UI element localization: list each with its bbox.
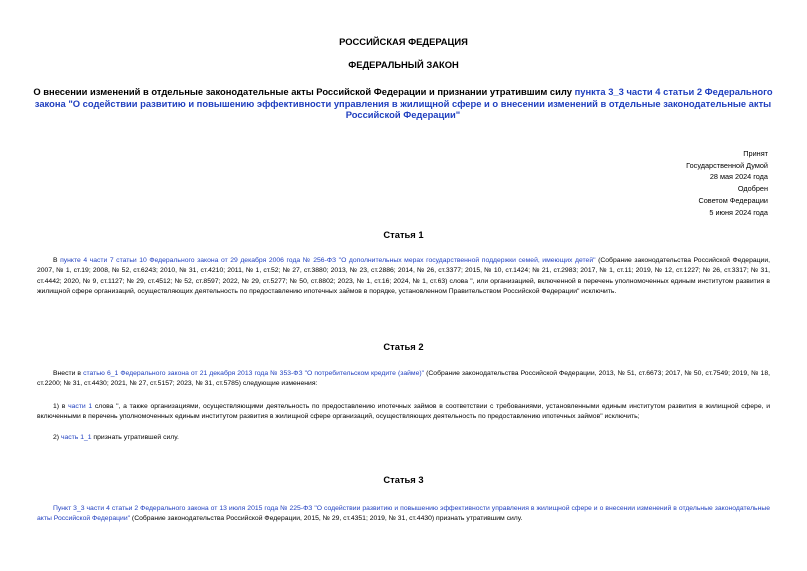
- article-3-heading: Статья 3: [383, 474, 424, 485]
- law-title-link[interactable]: пункта 3_3 части 4 статьи 2 Федерального закона "О содействии развитию и повышению эффективности управления в жилищной сфере и о внесении изменений в отдельные законодательные акты Российской Федерации": [34, 86, 773, 120]
- adoption-line: Советом Федерации: [698, 195, 768, 205]
- adoption-line: Одобрен: [737, 184, 768, 194]
- adoption-block: [686, 148, 768, 218]
- adoption-line: 5 июня 2024 года: [709, 207, 768, 217]
- article-2-item-2: [37, 433, 770, 443]
- article-1-heading: Статья 1: [383, 229, 424, 240]
- article-2-item-1: [37, 402, 770, 423]
- item-2-text: признать утратившей силу.: [91, 434, 179, 441]
- article-2-link[interactable]: статью 6_1 Федерального закона от 21 декабря 2013 года № 353-ФЗ "О потребительском кредите (займе)": [83, 370, 425, 377]
- article-2-paragraph: [37, 369, 770, 390]
- law-title-text: О внесении изменений в отдельные законодательные акты Российской Федерации и признании утратившим силу: [33, 86, 575, 97]
- article-1-paragraph: [37, 256, 770, 297]
- item-1-lead: 1) в: [53, 403, 69, 410]
- item-2-lead: 2): [53, 434, 61, 441]
- article-2-text: (Собрание законодательства Российской Федерации, 2013, № 51, ст.6673; 2017, № 50, ст.7549; 2019, № 18, ст.2200; № 31, ст.4430; 2021, № 27, ст.5157; 2023, № 31, ст.5785) следующие изменения:: [37, 370, 771, 388]
- article-3-text: (Собрание законодательства Российской Федерации, 2015, № 29, ст.4351; 2019, № 31, ст.4430) признать утратившим силу.: [130, 515, 523, 523]
- article-2-lead: Внести в: [53, 370, 84, 377]
- article-1-link[interactable]: пункте 4 части 7 статьи 10 Федерального закона от 29 декабря 2006 года № 256-ФЗ "О дополнительных мерах государственной поддержки семей, имеющих детей": [60, 257, 596, 264]
- item-2-link[interactable]: часть 1_1: [60, 434, 92, 441]
- adoption-line: 28 мая 2024 года: [709, 172, 768, 182]
- article-1-lead: В: [53, 257, 61, 264]
- article-1-text: (Собрание законодательства Российской Федерации, 2007, № 1, ст.19; 2008, № 52, ст.6243; 2010, № 31, ст.4210; 2011, № 1, ст.52; № 27, ст.3880; 2013, № 23, ст.2886; 2014, № 26, ст.3377; 2015, № 10, ст.1424; № 21, ст.2983; 2017, № 1, ст.11; 2019, № 12, ст.1227; № 26, ст.3317; № 31, ст.4442; 2020, № 9, ст.1127; № 29, ст.4512; № 52, ст.8597; 2022, № 29, ст.5277; № 50, ст.8802; 2023, № 1, ст.16; 2024, № 1, ст.63) слова ", или организацией, включенной в перечень уполномоченных единым институтом развития в жилищной сфере организаций, осуществляющих деятельность по предоставлению ипотечных займов в порядке, установленном Правительством Российской Федерации" исключить.: [37, 257, 771, 295]
- law-type-heading: ФЕДЕРАЛЬНЫЙ ЗАКОН: [348, 59, 459, 70]
- article-2-heading: Статья 2: [383, 341, 424, 352]
- item-1-link[interactable]: части 1: [68, 403, 93, 410]
- adoption-line: Принят: [743, 149, 768, 158]
- article-3-paragraph: [37, 504, 770, 525]
- country-heading: РОССИЙСКАЯ ФЕДЕРАЦИЯ: [339, 36, 468, 47]
- adoption-line: Государственной Думой: [686, 160, 768, 170]
- law-title: [32, 86, 774, 121]
- article-3-link[interactable]: Пункт 3_3 части 4 статьи 2 Федерального закона от 13 июля 2015 года № 225-ФЗ "О содействии развитию и повышению эффективности управления в жилищной сфере и о внесении изменений в отдельные законодательные акты Российской Федерации": [37, 505, 770, 523]
- item-1-text: слова ", а также организациями, осуществляющими деятельность по предоставлению ипотечных займов в соответствии с требованиями, установленными единым институтом развития в жилищной сфере, и включенными в перечень уполномоченных единым институтом развития в жилищной сфере организаций, осуществляющих деятельность по предоставлению ипотечных займов" исключить;: [37, 403, 770, 421]
